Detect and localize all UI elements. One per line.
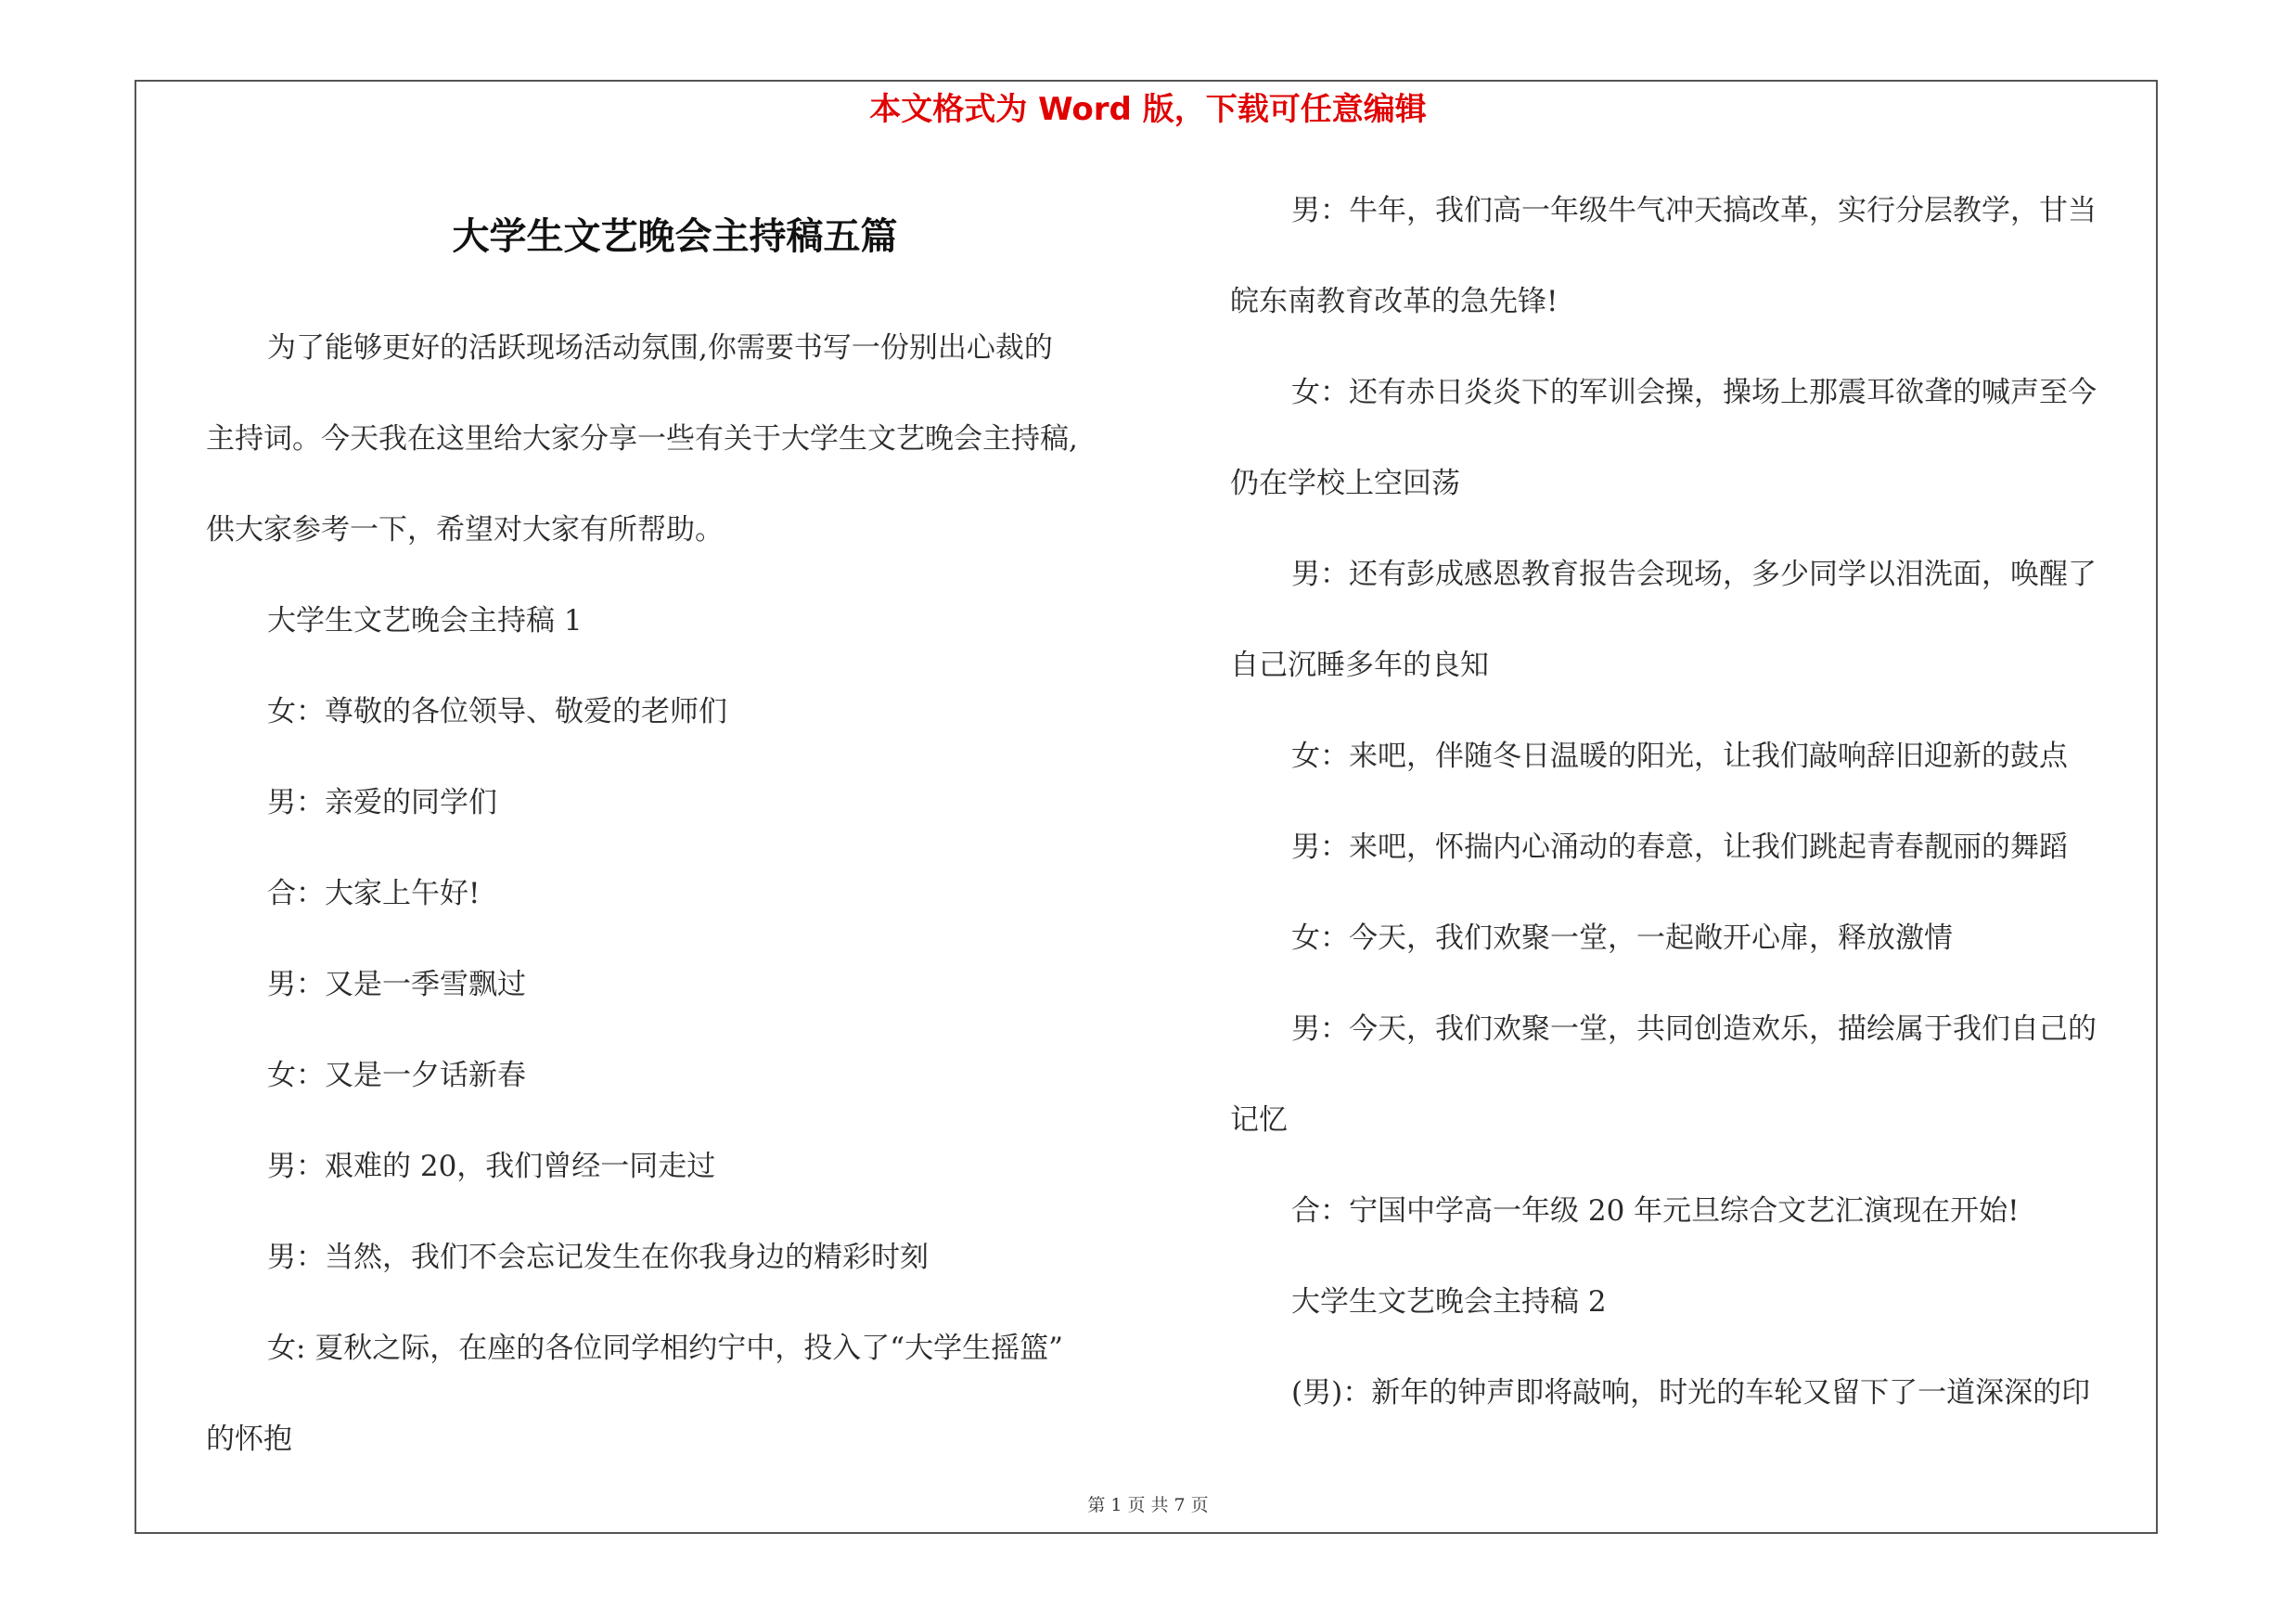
text-line: 女：还有赤日炎炎下的军训会操，操场上那震耳欲聋的喊声至今	[1291, 376, 2097, 409]
text-line: 女：来吧，伴随冬日温暖的阳光，让我们敲响辞旧迎新的鼓点	[1291, 740, 2068, 773]
text-line: 皖东南教育改革的急先锋!	[1230, 285, 1558, 318]
text-line: 男：亲爱的同学们	[267, 786, 497, 819]
text-line: 供大家参考一下，希望对大家有所帮助。	[206, 513, 724, 547]
text-line: 合：宁国中学高一年级 20 年元旦综合文艺汇演现在开始!	[1291, 1194, 2020, 1228]
text-line: 的怀抱	[206, 1423, 292, 1456]
text-line: 合：大家上午好!	[267, 877, 481, 910]
text-line: 男：当然，我们不会忘记发生在你我身边的精彩时刻	[267, 1241, 929, 1274]
text-line: 男：又是一季雪飘过	[267, 968, 526, 1001]
text-line: (男)：新年的钟声即将敲响，时光的车轮又留下了一道深深的印	[1291, 1376, 2091, 1410]
document-title: 大学生文艺晚会主持稿五篇	[452, 215, 898, 258]
page-number: 第 1 页 共 7 页	[1087, 1495, 1209, 1515]
text-line: 女：又是一夕话新春	[267, 1059, 526, 1092]
right-text-column	[1230, 182, 2148, 1455]
text-line: 女：今天，我们欢聚一堂，一起敞开心扉，释放激情	[1291, 921, 1953, 955]
text-line: 记忆	[1230, 1103, 1288, 1137]
text-line: 仍在学校上空回荡	[1230, 467, 1460, 500]
text-line: 男：牛年，我们高一年级牛气冲天搞改革，实行分层教学，甘当	[1291, 194, 2097, 227]
text-line: 女：尊敬的各位领导、敬爱的老师们	[267, 695, 727, 728]
text-line: 自己沉睡多年的良知	[1230, 649, 1489, 682]
text-line: 主持词。今天我在这里给大家分享一些有关于大学生文艺晚会主持稿,	[206, 422, 1078, 456]
text-line: 为了能够更好的活跃现场活动氛围,你需要书写一份别出心裁的	[267, 331, 1053, 365]
text-line: 女: 夏秋之际，在座的各位同学相约宁中，投入了“大学生摇篮”	[267, 1332, 1063, 1365]
editable-notice-banner: 本文格式为 Word 版，下载可任意编辑	[869, 91, 1427, 128]
text-line: 男：今天，我们欢聚一堂，共同创造欢乐，描绘属于我们自己的	[1291, 1012, 2097, 1046]
text-line: 男：来吧，怀揣内心涌动的春意，让我们跳起青春靓丽的舞蹈	[1291, 831, 2068, 864]
left-text-column	[206, 319, 1145, 1501]
text-line: 男：还有彭成感恩教育报告会现场，多少同学以泪洗面，唤醒了	[1291, 558, 2097, 591]
text-line: 大学生文艺晚会主持稿 1	[267, 604, 583, 638]
text-line: 大学生文艺晚会主持稿 2	[1291, 1285, 1607, 1319]
text-line: 男：艰难的 20，我们曾经一同走过	[267, 1150, 716, 1183]
